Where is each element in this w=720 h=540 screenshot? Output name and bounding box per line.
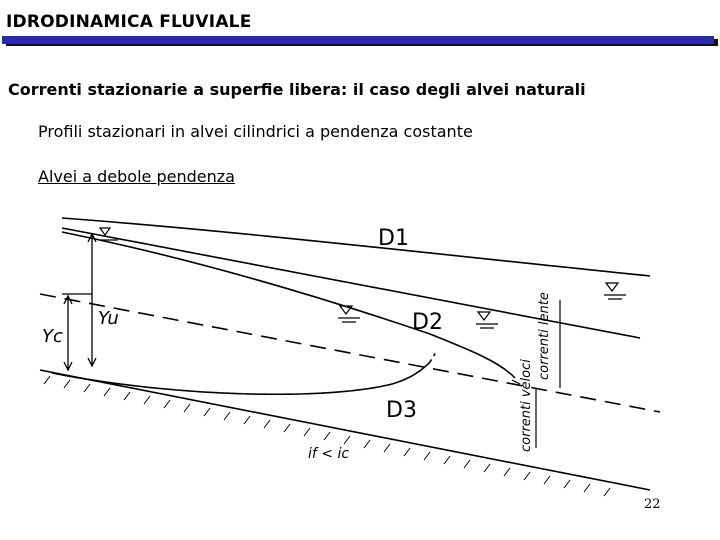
slow-flows-label: correnti lente	[537, 292, 552, 380]
yu-dimension-line	[88, 234, 96, 366]
d2-profile-curve	[62, 232, 515, 378]
yc-dimension-line	[64, 296, 72, 370]
slide-title: IDRODINAMICA FLUVIALE	[6, 12, 252, 32]
critical-depth-line	[40, 294, 660, 412]
channel-bed-line	[40, 370, 650, 490]
fast-flows-label: correnti veloci	[519, 359, 534, 452]
yc-label: Yc	[42, 326, 63, 347]
slide-heading: Correnti stazionarie a superfie libera: il caso degli alvei naturali	[8, 80, 586, 99]
d3-label: D3	[386, 398, 417, 423]
slide-subheading: Profili stazionari in alvei cilindrici a pendenza costante	[38, 122, 473, 141]
yu-label: Yu	[98, 308, 119, 329]
d1-surface-line	[62, 218, 650, 276]
d3-profile-tail	[430, 352, 436, 362]
section-title: Alvei a debole pendenza	[38, 167, 235, 186]
slope-label: if < ic	[308, 446, 350, 462]
d2-label: D2	[412, 310, 443, 335]
page-number: 22	[644, 497, 661, 512]
d1-label: D1	[378, 226, 409, 251]
